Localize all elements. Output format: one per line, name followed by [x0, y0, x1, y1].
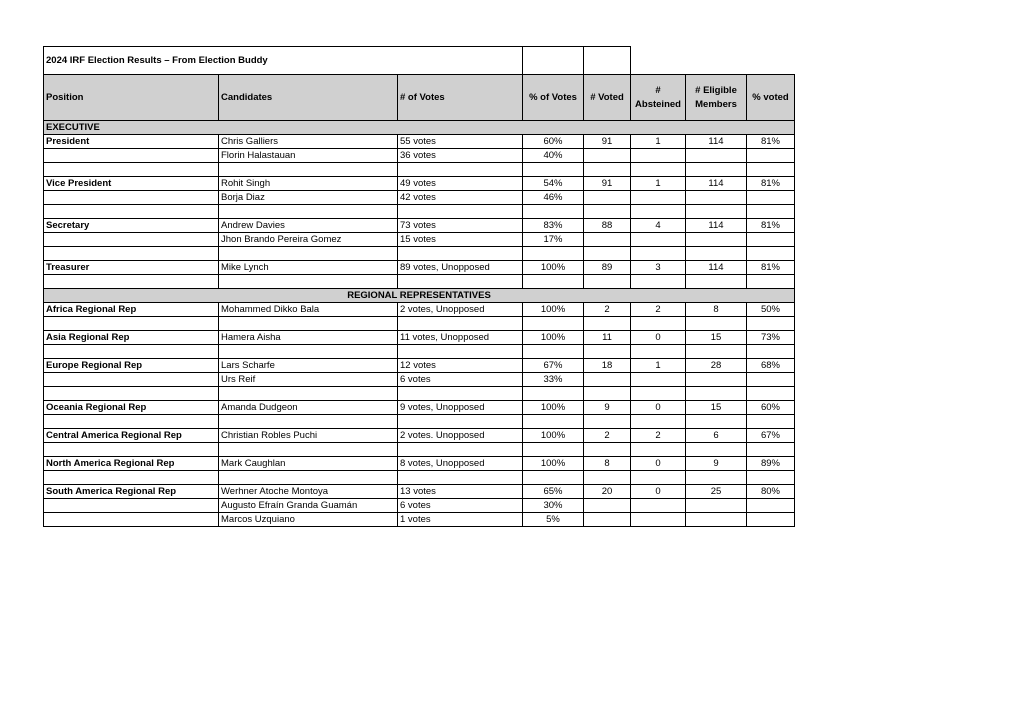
candidate-cell [219, 317, 398, 331]
position-cell [44, 415, 219, 429]
pct-voted-cell [747, 247, 795, 261]
voted-cell [584, 499, 631, 513]
position-cell: Oceania Regional Rep [44, 401, 219, 415]
pct-votes-cell: 100% [523, 331, 584, 345]
position-cell: South America Regional Rep [44, 485, 219, 499]
candidate-cell: Borja Diaz [219, 191, 398, 205]
eligible-cell [686, 499, 747, 513]
candidate-cell [219, 415, 398, 429]
votes-cell [398, 443, 523, 457]
abstained-cell: 3 [631, 261, 686, 275]
voted-cell: 91 [584, 177, 631, 191]
eligible-cell: 9 [686, 457, 747, 471]
pct-votes-cell [523, 317, 584, 331]
section-header-row [44, 121, 795, 135]
section-label: EXECUTIVE [44, 121, 795, 135]
table-row [44, 485, 795, 499]
voted-cell: 89 [584, 261, 631, 275]
eligible-cell [686, 443, 747, 457]
voted-cell [584, 345, 631, 359]
position-cell [44, 205, 219, 219]
pct-votes-cell: 100% [523, 429, 584, 443]
votes-cell [398, 345, 523, 359]
pct-voted-cell: 81% [747, 219, 795, 233]
title-row [44, 47, 795, 75]
voted-cell [584, 317, 631, 331]
voted-cell [584, 373, 631, 387]
votes-cell: 11 votes, Unopposed [398, 331, 523, 345]
abstained-cell [631, 471, 686, 485]
position-cell: Secretary [44, 219, 219, 233]
votes-cell [398, 317, 523, 331]
pct-voted-cell: 89% [747, 457, 795, 471]
position-cell: Vice President [44, 177, 219, 191]
table-row [44, 499, 795, 513]
pct-votes-cell: 100% [523, 457, 584, 471]
abstained-cell [631, 191, 686, 205]
abstained-cell [631, 205, 686, 219]
eligible-cell: 114 [686, 135, 747, 149]
pct-votes-cell [523, 205, 584, 219]
eligible-cell [686, 471, 747, 485]
eligible-cell: 28 [686, 359, 747, 373]
voted-cell [584, 233, 631, 247]
pct-votes-cell: 100% [523, 261, 584, 275]
votes-cell: 36 votes [398, 149, 523, 163]
position-cell: Europe Regional Rep [44, 359, 219, 373]
eligible-cell [686, 345, 747, 359]
header-position: Position [44, 75, 219, 121]
eligible-cell [686, 205, 747, 219]
position-cell [44, 373, 219, 387]
pct-voted-cell [747, 149, 795, 163]
votes-cell: 8 votes, Unopposed [398, 457, 523, 471]
abstained-cell: 0 [631, 331, 686, 345]
abstained-cell: 4 [631, 219, 686, 233]
pct-voted-cell [747, 373, 795, 387]
position-cell [44, 233, 219, 247]
voted-cell: 9 [584, 401, 631, 415]
candidate-cell: Lars Scharfe [219, 359, 398, 373]
eligible-cell [686, 373, 747, 387]
abstained-cell: 0 [631, 401, 686, 415]
votes-cell [398, 387, 523, 401]
abstained-cell: 1 [631, 359, 686, 373]
table-row [44, 205, 795, 219]
abstained-cell [631, 387, 686, 401]
table-row [44, 457, 795, 471]
candidate-cell: Augusto Efraín Granda Guamán [219, 499, 398, 513]
position-cell: North America Regional Rep [44, 457, 219, 471]
pct-votes-cell: 83% [523, 219, 584, 233]
title-empty-cell [584, 47, 631, 75]
pct-voted-cell: 81% [747, 261, 795, 275]
votes-cell: 49 votes [398, 177, 523, 191]
eligible-cell: 15 [686, 401, 747, 415]
eligible-cell [686, 387, 747, 401]
position-cell: Africa Regional Rep [44, 303, 219, 317]
pct-votes-cell: 40% [523, 149, 584, 163]
abstained-cell: 2 [631, 429, 686, 443]
votes-cell: 13 votes [398, 485, 523, 499]
abstained-cell [631, 317, 686, 331]
votes-cell: 2 votes. Unopposed [398, 429, 523, 443]
candidate-cell [219, 387, 398, 401]
pct-votes-cell: 100% [523, 303, 584, 317]
table-row [44, 513, 795, 527]
header-voted: # Voted [584, 75, 631, 121]
voted-cell [584, 443, 631, 457]
pct-votes-cell: 100% [523, 401, 584, 415]
pct-voted-cell [747, 499, 795, 513]
abstained-cell [631, 233, 686, 247]
abstained-cell [631, 373, 686, 387]
table-row [44, 135, 795, 149]
voted-cell: 2 [584, 303, 631, 317]
voted-cell: 20 [584, 485, 631, 499]
table-row [44, 191, 795, 205]
position-cell [44, 191, 219, 205]
candidate-cell: Florin Halastauan [219, 149, 398, 163]
candidate-cell: Mohammed Dikko Bala [219, 303, 398, 317]
candidate-cell [219, 247, 398, 261]
voted-cell [584, 191, 631, 205]
votes-cell: 6 votes [398, 373, 523, 387]
pct-voted-cell: 80% [747, 485, 795, 499]
header-pct-voted: % voted [747, 75, 795, 121]
table-title: 2024 IRF Election Results – From Election Buddy [44, 47, 523, 75]
table-row [44, 387, 795, 401]
section-header-row [44, 289, 795, 303]
voted-cell [584, 513, 631, 527]
eligible-cell [686, 247, 747, 261]
title-empty-cell [523, 47, 584, 75]
candidate-cell [219, 345, 398, 359]
abstained-cell: 1 [631, 135, 686, 149]
eligible-cell: 114 [686, 177, 747, 191]
votes-cell: 55 votes [398, 135, 523, 149]
candidate-cell: Andrew Davies [219, 219, 398, 233]
candidate-cell [219, 205, 398, 219]
pct-votes-cell: 5% [523, 513, 584, 527]
votes-cell [398, 275, 523, 289]
voted-cell: 91 [584, 135, 631, 149]
votes-cell [398, 163, 523, 177]
position-cell [44, 513, 219, 527]
pct-voted-cell: 60% [747, 401, 795, 415]
abstained-cell: 2 [631, 303, 686, 317]
title-blank-space [631, 47, 795, 75]
pct-voted-cell [747, 191, 795, 205]
voted-cell [584, 387, 631, 401]
voted-cell: 11 [584, 331, 631, 345]
voted-cell [584, 247, 631, 261]
candidate-cell: Mark Caughlan [219, 457, 398, 471]
votes-cell: 2 votes, Unopposed [398, 303, 523, 317]
candidate-cell [219, 471, 398, 485]
eligible-cell: 114 [686, 219, 747, 233]
voted-cell [584, 471, 631, 485]
candidate-cell: Christian Robles Puchi [219, 429, 398, 443]
table-row [44, 415, 795, 429]
position-cell [44, 345, 219, 359]
voted-cell [584, 205, 631, 219]
pct-votes-cell: 30% [523, 499, 584, 513]
table-row [44, 359, 795, 373]
table-row [44, 443, 795, 457]
voted-cell [584, 149, 631, 163]
abstained-cell [631, 275, 686, 289]
candidate-cell: Werhner Atoche Montoya [219, 485, 398, 499]
position-cell: Asia Regional Rep [44, 331, 219, 345]
abstained-cell: 0 [631, 457, 686, 471]
eligible-cell [686, 163, 747, 177]
table-row [44, 149, 795, 163]
eligible-cell: 15 [686, 331, 747, 345]
position-cell [44, 247, 219, 261]
pct-voted-cell [747, 205, 795, 219]
table-row [44, 331, 795, 345]
header-candidates: Candidates [219, 75, 398, 121]
abstained-cell [631, 345, 686, 359]
votes-cell: 9 votes, Unopposed [398, 401, 523, 415]
votes-cell [398, 247, 523, 261]
table-row [44, 177, 795, 191]
pct-votes-cell: 67% [523, 359, 584, 373]
table-row [44, 471, 795, 485]
table-row [44, 345, 795, 359]
pct-voted-cell [747, 233, 795, 247]
header-pct-votes: % of Votes [523, 75, 584, 121]
pct-votes-cell [523, 247, 584, 261]
abstained-cell [631, 443, 686, 457]
abstained-cell [631, 415, 686, 429]
pct-voted-cell [747, 275, 795, 289]
table-row [44, 303, 795, 317]
pct-voted-cell [747, 163, 795, 177]
eligible-cell [686, 233, 747, 247]
pct-votes-cell [523, 163, 584, 177]
pct-voted-cell: 81% [747, 177, 795, 191]
voted-cell [584, 163, 631, 177]
votes-cell [398, 415, 523, 429]
abstained-cell: 1 [631, 177, 686, 191]
votes-cell: 6 votes [398, 499, 523, 513]
position-cell [44, 471, 219, 485]
eligible-cell: 6 [686, 429, 747, 443]
pct-voted-cell [747, 471, 795, 485]
candidate-cell: Hamera Aisha [219, 331, 398, 345]
eligible-cell [686, 317, 747, 331]
position-cell [44, 163, 219, 177]
votes-cell [398, 471, 523, 485]
pct-voted-cell: 81% [747, 135, 795, 149]
candidate-cell: Chris Galliers [219, 135, 398, 149]
table-row [44, 261, 795, 275]
header-row [44, 75, 795, 121]
votes-cell: 1 votes [398, 513, 523, 527]
candidate-cell: Marcos Uzquiano [219, 513, 398, 527]
pct-votes-cell [523, 415, 584, 429]
abstained-cell: 0 [631, 485, 686, 499]
votes-cell: 89 votes, Unopposed [398, 261, 523, 275]
pct-voted-cell: 68% [747, 359, 795, 373]
position-cell [44, 317, 219, 331]
votes-cell: 15 votes [398, 233, 523, 247]
candidate-cell: Rohit Singh [219, 177, 398, 191]
pct-votes-cell: 46% [523, 191, 584, 205]
pct-voted-cell: 50% [747, 303, 795, 317]
pct-votes-cell [523, 275, 584, 289]
pct-votes-cell: 17% [523, 233, 584, 247]
voted-cell: 2 [584, 429, 631, 443]
eligible-cell: 25 [686, 485, 747, 499]
position-cell [44, 443, 219, 457]
pct-votes-cell [523, 345, 584, 359]
candidate-cell: Amanda Dudgeon [219, 401, 398, 415]
position-cell [44, 149, 219, 163]
voted-cell [584, 415, 631, 429]
pct-voted-cell [747, 317, 795, 331]
pct-voted-cell: 73% [747, 331, 795, 345]
eligible-cell [686, 513, 747, 527]
eligible-cell [686, 191, 747, 205]
pct-votes-cell: 60% [523, 135, 584, 149]
pct-votes-cell: 54% [523, 177, 584, 191]
header-abstained: # Absteined [631, 75, 686, 121]
table-row [44, 233, 795, 247]
voted-cell: 8 [584, 457, 631, 471]
voted-cell: 18 [584, 359, 631, 373]
position-cell [44, 275, 219, 289]
votes-cell: 73 votes [398, 219, 523, 233]
votes-cell: 12 votes [398, 359, 523, 373]
voted-cell [584, 275, 631, 289]
eligible-cell [686, 415, 747, 429]
abstained-cell [631, 149, 686, 163]
pct-votes-cell: 65% [523, 485, 584, 499]
abstained-cell [631, 513, 686, 527]
table-row [44, 219, 795, 233]
table-row [44, 317, 795, 331]
candidate-cell: Jhon Brando Pereira Gomez [219, 233, 398, 247]
section-label: REGIONAL REPRESENTATIVES [44, 289, 795, 303]
table-row [44, 401, 795, 415]
abstained-cell [631, 499, 686, 513]
pct-votes-cell [523, 471, 584, 485]
votes-cell: 42 votes [398, 191, 523, 205]
pct-votes-cell [523, 443, 584, 457]
table-row [44, 429, 795, 443]
pct-voted-cell [747, 513, 795, 527]
table-row [44, 163, 795, 177]
position-cell [44, 499, 219, 513]
pct-voted-cell [747, 387, 795, 401]
position-cell: Central America Regional Rep [44, 429, 219, 443]
position-cell: President [44, 135, 219, 149]
eligible-cell [686, 149, 747, 163]
abstained-cell [631, 247, 686, 261]
table-row [44, 373, 795, 387]
eligible-cell: 114 [686, 261, 747, 275]
eligible-cell [686, 275, 747, 289]
eligible-cell: 8 [686, 303, 747, 317]
pct-votes-cell [523, 387, 584, 401]
header-eligible: # Eligible Members [686, 75, 747, 121]
pct-voted-cell [747, 345, 795, 359]
table-row [44, 247, 795, 261]
pct-voted-cell [747, 415, 795, 429]
candidate-cell: Urs Reif [219, 373, 398, 387]
election-results-table [43, 46, 795, 527]
table-row [44, 275, 795, 289]
candidate-cell [219, 275, 398, 289]
header-votes: # of Votes [398, 75, 523, 121]
position-cell [44, 387, 219, 401]
votes-cell [398, 205, 523, 219]
abstained-cell [631, 163, 686, 177]
candidate-cell [219, 163, 398, 177]
voted-cell: 88 [584, 219, 631, 233]
position-cell: Treasurer [44, 261, 219, 275]
pct-votes-cell: 33% [523, 373, 584, 387]
candidate-cell: Mike Lynch [219, 261, 398, 275]
pct-voted-cell [747, 443, 795, 457]
candidate-cell [219, 443, 398, 457]
pct-voted-cell: 67% [747, 429, 795, 443]
